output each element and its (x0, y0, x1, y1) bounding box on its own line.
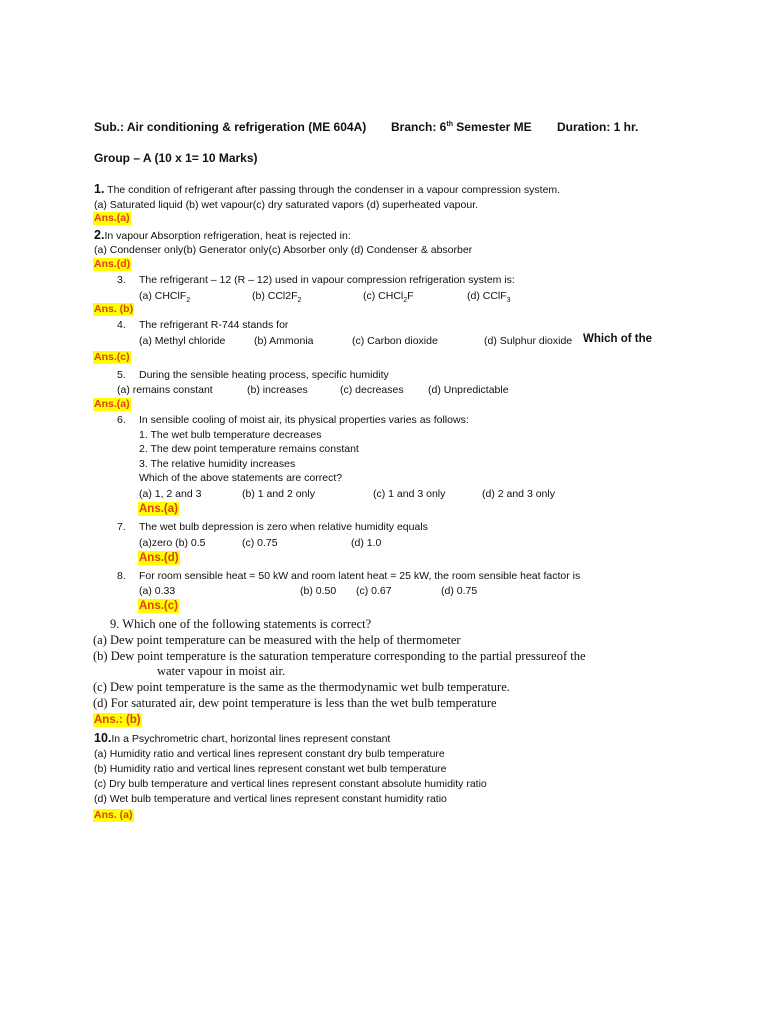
question-6-statement-1: 1. The wet bulb temperature decreases (139, 429, 322, 441)
question-4-trailing-text: Which of the (583, 333, 652, 345)
question-5-option-a: (a) remains constant (117, 384, 213, 396)
answer-8: Ans.(c) (139, 600, 178, 612)
question-5-option-c: (c) decreases (340, 384, 404, 396)
question-10-option-d: (d) Wet bulb temperature and vertical lines represent constant humidity ratio (94, 793, 447, 805)
question-5-option-d: (d) Unpredictable (428, 384, 509, 396)
question-9-option-c: (c) Dew point temperature is the same as the thermodynamic wet bulb temperature. (93, 680, 510, 694)
question-10: 10.In a Psychrometric chart, horizontal lines represent constant (94, 731, 391, 745)
question-5-option-b: (b) increases (247, 384, 308, 396)
question-6-option-d: (d) 2 and 3 only (482, 488, 555, 500)
question-8-option-a: (a) 0.33 (139, 585, 176, 597)
question-2: 2.In vapour Absorption refrigeration, heat is rejected in: (94, 228, 351, 242)
question-7-option-d: (d) 1.0 (351, 537, 382, 549)
question-6-option-c: (c) 1 and 3 only (373, 488, 446, 500)
answer-9: Ans.: (b) (94, 714, 141, 726)
question-7-number: 7. (117, 521, 126, 533)
question-8: For room sensible heat = 50 kW and room latent heat = 25 kW, the room sensible heat factor is (139, 570, 581, 582)
question-7-option-c: (c) 0.75 (242, 537, 278, 549)
question-6-statement-3: 3. The relative humidity increases (139, 458, 296, 470)
question-3: The refrigerant – 12 (R – 12) used in vapour compression refrigeration system is: (139, 274, 515, 286)
question-4-option-a: (a) Methyl chloride (139, 335, 226, 347)
question-10-option-c: (c) Dry bulb temperature and vertical lines represent constant absolute humidity ratio (94, 778, 487, 790)
question-7: The wet bulb depression is zero when relative humidity equals (139, 521, 428, 533)
question-3-option-b: (b) $CCl2F_2$ (252, 290, 302, 305)
question-9-option-a: (a) Dew point temperature can be measured with the help of thermometer (93, 633, 461, 647)
branch-heading: Branch: 6th Semester ME (391, 120, 532, 134)
question-9-option-b: (b) Dew point temperature is the saturation temperature corresponding to the partial pressureof the (93, 649, 586, 663)
question-7-option-ab: (a)zero (b) 0.5 (139, 537, 206, 549)
answer-5: Ans.(a) (94, 398, 130, 410)
question-5-number: 5. (117, 369, 126, 381)
answer-10: Ans. (a) (94, 809, 133, 821)
question-6: In sensible cooling of moist air, its physical properties varies as follows: (139, 414, 469, 426)
question-4-option-c: (c) Carbon dioxide (352, 335, 438, 347)
answer-7: Ans.(d) (139, 552, 179, 564)
question-6-statement-2: 2. The dew point temperature remains constant (139, 443, 359, 455)
question-4-number: 4. (117, 319, 126, 331)
question-9: 9. Which one of the following statements is correct? (110, 617, 372, 631)
question-1-options: (a) Saturated liquid (b) wet vapour(c) dry saturated vapors (d) superheated vapour. (94, 199, 479, 211)
question-8-option-d: (d) 0.75 (441, 585, 478, 597)
subject-heading: Sub.: Air conditioning & refrigeration (ME 604A) (94, 120, 367, 134)
group-heading: Group – A (10 x 1= 10 Marks) (94, 151, 258, 165)
question-8-option-b: (b) 0.50 (300, 585, 337, 597)
question-4-option-b: (b) Ammonia (254, 335, 314, 347)
question-9-option-d: (d) For saturated air, dew point temperature is less than the wet bulb temperature (93, 696, 497, 710)
answer-2: Ans.(d) (94, 258, 131, 270)
answer-1: Ans.(a) (94, 212, 130, 224)
question-3-option-d: (d) CClF$_3$ (467, 290, 511, 305)
question-3-option-a: (a) CHClF$_2$ (139, 290, 191, 305)
question-3-number: 3. (117, 274, 126, 286)
question-5: During the sensible heating process, specific humidity (139, 369, 389, 381)
question-8-option-c: (c) 0.67 (356, 585, 392, 597)
answer-6: Ans.(a) (139, 503, 178, 515)
question-10-option-b: (b) Humidity ratio and vertical lines represent constant wet bulb temperature (94, 763, 447, 775)
answer-3: Ans. (b) (94, 303, 134, 315)
question-6-prompt: Which of the above statements are correct? (139, 472, 343, 484)
answer-4: Ans.(c) (94, 351, 130, 363)
question-3-option-c: (c) CHCl$_2$F (363, 290, 414, 305)
question-6-option-a: (a) 1, 2 and 3 (139, 488, 202, 500)
question-4: The refrigerant R-744 stands for (139, 319, 289, 331)
question-6-number: 6. (117, 414, 126, 426)
question-4-option-d: (d) Sulphur dioxide (484, 335, 573, 347)
question-10-option-a: (a) Humidity ratio and vertical lines represent constant dry bulb temperature (94, 748, 445, 760)
question-8-number: 8. (117, 570, 126, 582)
question-6-option-b: (b) 1 and 2 only (242, 488, 315, 500)
question-9-option-b-continued: water vapour in moist air. (157, 664, 286, 678)
question-2-options: (a) Condenser only(b) Generator only(c) Absorber only (d) Condenser & absorber (94, 244, 473, 256)
duration-heading: Duration: 1 hr. (557, 120, 639, 134)
question-1: 1. The condition of refrigerant after passing through the condenser in a vapour compression system. (94, 182, 561, 196)
